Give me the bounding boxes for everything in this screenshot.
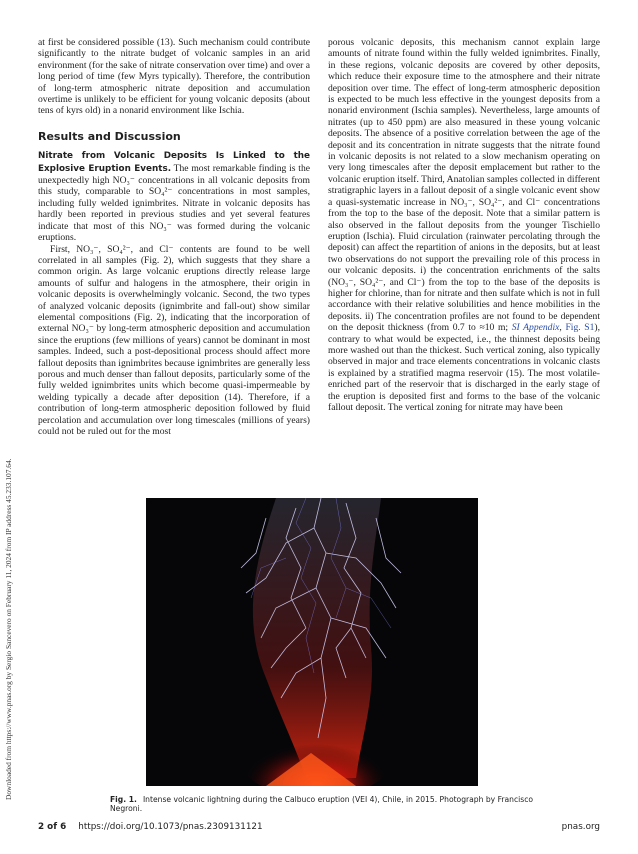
paragraph: [38, 150, 310, 243]
figure-caption: [110, 795, 550, 813]
download-watermark: Downloaded from https://www.pnas.org by Sergio Sancevero on February 11, 2024 from IP address 45.233.107.64.: [4, 458, 13, 800]
page-number: 2 of 6: [38, 822, 67, 832]
paragraph: at first be considered possible (13). Such mechanism could contribute significantly to the nitrate budget of volcanic samples in an arid environment (for the sake of nitrate conservation over time) and over a long period of time (few Myrs typically). Therefore, the contribution of long-term atmospheric nitrate deposition and accumulation overtime is unlikely to be efficient for young volcanic deposits (about tens of kyrs old) in a nonarid environment like Ischia.: [38, 37, 310, 117]
paragraph-text: porous volcanic deposits, this mechanism cannot explain large amounts of nitrate found within the fully welded ignimbrites. Finally, in these regions, volcanic deposits are covered by other deposits, which reduce their exposure time to the atmosphere and their nitrate deposition over time. The effect of long-term atmospheric deposition is expected to be much less effective in the youngest deposits from a nonarid environment (Ischia samples). Nevertheless, large amounts of nitrates (up to 450 ppm) are also measured in these young volcanic deposits. The absence of a positive correlation between the age of the deposit and its concentration in nitrate suggests that the nitrate found in volcanic deposits is not related to a slow mechanism operating on very long timescales after the deposit emplacement but rather to the volcanic eruption itself. Third, Anatolian samples collected in different stratigraphic layers in a fallout deposit of a single volcanic event show a quasi-systematic increase in NO₃⁻, SO₄²⁻, and Cl⁻ concentrations from the top to the base of the deposit. Note that a similar pattern is also observed in the fallout deposits from the younger Tischiello eruption (Ischia). Fluid circulation (rainwater percolating through the deposit) can affect the repartition of anions in the deposits, but at least two observations do not support the prevailing role of this process in our volcanic deposits. i) the concentration enrichments of the salts (NO₃⁻, SO₄²⁻, and Cl⁻) from the top to the base of the deposits is higher for chlorine, than for nitrate and then sulfate which is not in full accordance with their relative solubilities and hence mobilities in the deposits. ii) The concentration profiles are not found to be dependent on the deposit thickness (from 0.7 to ≈10 m;: [328, 37, 600, 334]
page-footer: [38, 822, 600, 832]
subsection-heading: Nitrate from Volcanic Deposits Is Linked to the Explosive Eruption Events.: [38, 151, 310, 174]
doi-link[interactable]: https://doi.org/10.1073/pnas.2309131121: [78, 822, 263, 832]
right-column: [328, 37, 600, 413]
paragraph: [328, 37, 600, 413]
section-heading: Results and Discussion: [38, 129, 181, 143]
photo-illustration: [146, 498, 478, 786]
left-column: [38, 37, 310, 437]
si-appendix-link[interactable]: SI Appendix: [511, 322, 560, 334]
figure-label: Fig. 1.: [110, 795, 137, 804]
volcanic-lightning-photo: [146, 498, 478, 786]
caption-text: Intense volcanic lightning during the Calbuco eruption (VEI 4), Chile, in 2015. Photograph by Francisco Negroni.: [110, 795, 534, 813]
fig-s1-link[interactable]: Fig. S1: [565, 322, 595, 334]
paragraph-text: The most remarkable finding is the unexpectedly high NO₃⁻ concentrations in all volcanic deposits from this study, comparable to SO₄²⁻ concentrations in most samples, including fully welded ignimbrites. Nitrate in volcanic deposits has hardly been reported in previous studies and yet several features indicate that most of this NO₃⁻ was formed during the volcanic eruptions.: [38, 162, 310, 244]
paragraph-text: ), contrary to what would be expected, i.e., the thinnest deposits being more washed out than the thickest. Such vertical zoning, also typically observed in major and trace elements concentrations in volcanic clasts is explained by a stratified magma reservoir (15). The most volatile-enriched part of the reservoir that is discharged in the early stage of the eruption is deposited first and forms to the base of the volcanic fallout deposit. The vertical zoning for nitrate may have been: [328, 322, 600, 413]
paragraph: First, NO₃⁻, SO₄²⁻, and Cl⁻ contents are found to be well correlated in all samples (Fig. 2), which suggests that they share a common origin. As large volcanic eruptions directly release large amounts of sulfur and halogens in the atmosphere, their origin in volcanic deposits is overwhelmingly volcanic. Second, the two types of analyzed volcanic deposits (ignimbrite and fall-out) show similar elemental compositions (Fig. 2), indicating that the incorporation of external NO₃⁻ by long-term atmospheric deposition and accumulation since the eruptions (few millions of years) cannot be dominant in most samples. Indeed, such a post-depositional process should affect more fallout deposits than ignimbrites because ignimbrites are generally less porous and much denser than fallout deposits, particularly some of the fully welded ignimbrites units which become quasi-impermeable by welding typically a decade after deposition (14). Therefore, if a contribution of long-term atmospheric deposition followed by fluid percolation and accumulation over long timescales (millions of years) could not be ruled out for the most: [38, 243, 310, 437]
journal-site[interactable]: pnas.org: [561, 822, 600, 832]
separator: ,: [559, 322, 566, 334]
